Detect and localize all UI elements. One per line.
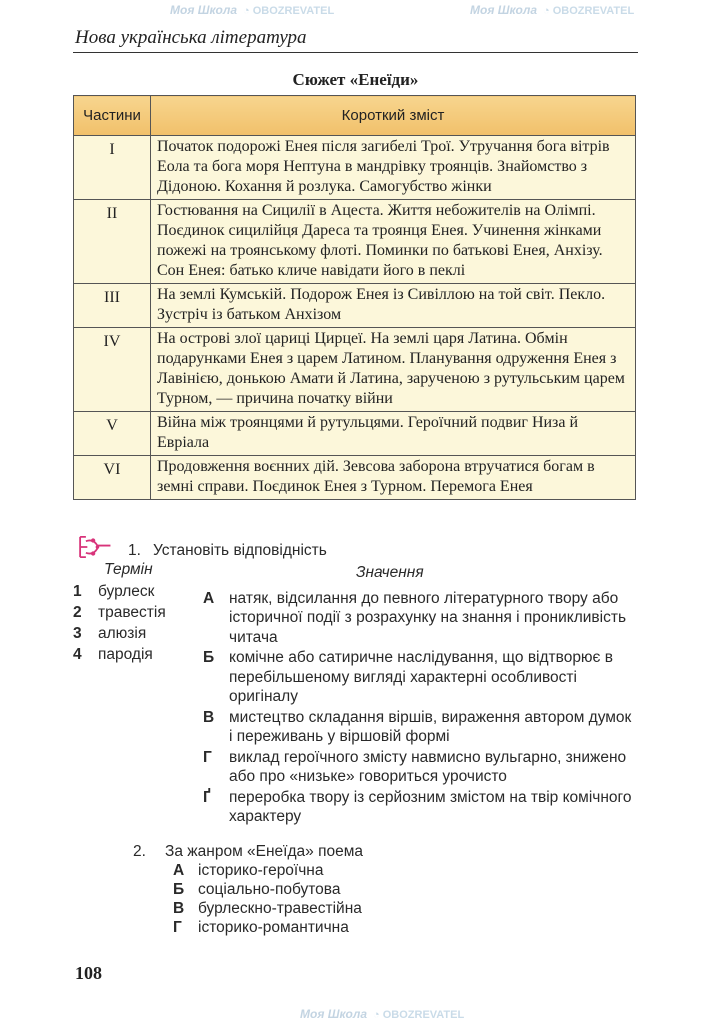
meaning-item: В мистецтво складання віршів, вираження автором думок і переживань у віршовій формі: [203, 708, 632, 745]
terms-list: [73, 581, 203, 665]
part-summary: Гостювання на Сицилії в Ацеста. Життя небожителів на Олімпі. Поєдинок сицилійця Дареса та троянця Енея. Учинення жінками пожежі на троянському флоті. Поминки по батькові Енея, Анхізу. Сон Енея: батько кличе навідати його в пеклі: [151, 200, 636, 284]
terms-header: Термін: [104, 561, 153, 578]
watermark: Моя Школа ◔ OBOZREVATEL: [170, 3, 335, 17]
column-header-parts: Частини: [74, 96, 151, 136]
page-content: [73, 26, 638, 984]
table-row: [74, 412, 636, 456]
task1-number: 1.: [128, 541, 141, 559]
meaning-item: Ґ переробка твору із серйозним змістом на твір комічного характеру: [203, 788, 632, 825]
task1-prompt: Установіть відповідність: [153, 541, 327, 559]
plot-table: [73, 95, 636, 500]
task2: [73, 842, 638, 938]
term-item: 3 алюзія: [73, 624, 147, 642]
part-summary: Війна між троянцями й рутульцями. Героїчний подвиг Низа й Евріала: [151, 412, 636, 456]
term-item: 1 бурлеск: [73, 582, 155, 600]
watermark: Моя Школа ◔ OBOZREVATEL: [470, 3, 635, 17]
page-number: 108: [75, 963, 102, 983]
part-number: I: [74, 136, 151, 200]
meaning-item: Б комічне або сатиричне наслідування, що відтворює в перебільшеному вигляді характерні особливості оригіналу: [203, 649, 614, 705]
task2-prompt: За жанром «Енеїда» поема: [165, 842, 363, 860]
task1-heading: [73, 534, 638, 560]
table-row: [74, 200, 636, 284]
part-summary: На острові злої цариці Цирцеї. На землі царя Латина. Обмін подарунками Енея з царем Латином. Планування одруження Енея з Лавінією, донькою Амати й Латина, зарученою з рутульським царем Турном, — причина початку війни: [151, 328, 636, 412]
header-rule: [73, 52, 638, 53]
part-number: II: [74, 200, 151, 284]
terms-column: [73, 560, 203, 828]
watermark: Моя Школа ◔ OBOZREVATEL: [300, 1007, 465, 1021]
table-row: [74, 136, 636, 200]
task2-number: 2.: [133, 842, 146, 860]
table-row: [74, 328, 636, 412]
part-summary: Продовження воєнних дій. Зевсова заборона втручатися богам в земні справи. Поєдинок Енея з Турном. Перемога Енея: [151, 456, 636, 500]
part-number: VI: [74, 456, 151, 500]
part-number: III: [74, 284, 151, 328]
table-row: [74, 284, 636, 328]
option-item: А історико-героїчна: [173, 862, 324, 879]
option-item: Б соціально-побутова: [173, 881, 341, 898]
part-summary: Початок подорожі Енея після загибелі Трої. Утручання бога вітрів Еола та бога моря Нептуна в мандрівку троянців. Знайомство з Дідоною. Кохання й розлука. Самогубство жінки: [151, 136, 636, 200]
term-item: 4 пародія: [73, 645, 153, 663]
meanings-list: [203, 589, 638, 827]
part-number: IV: [74, 328, 151, 412]
option-item: Г історико-романтична: [173, 919, 349, 936]
table-row: [74, 456, 636, 500]
task2-options: [133, 861, 638, 937]
meaning-item: А натяк, відсилання до певного літературного твору або історичної події з розрахунку на знання і проникливість читача: [203, 589, 627, 646]
part-summary: На землі Кумській. Подорож Енея із Сивіллою на той світ. Пекло. Зустріч із батьком Анхізом: [151, 284, 636, 328]
meanings-header: Значення: [356, 564, 424, 581]
column-header-summary: Короткий зміст: [151, 96, 636, 136]
part-number: V: [74, 412, 151, 456]
running-title: Нова українська література: [75, 27, 307, 48]
option-item: В бурлескно-травестійна: [173, 900, 362, 917]
term-item: 2 травестія: [73, 603, 166, 621]
table-title: Сюжет «Енеїди»: [292, 70, 419, 89]
matching-columns: [73, 560, 638, 828]
meanings-column: [203, 560, 638, 828]
task-ornament-icon: [70, 534, 122, 560]
meaning-item: Г виклад героїчного змісту навмисно вульгарно, знижено або про «низьке» говориться урочисто: [203, 748, 627, 785]
